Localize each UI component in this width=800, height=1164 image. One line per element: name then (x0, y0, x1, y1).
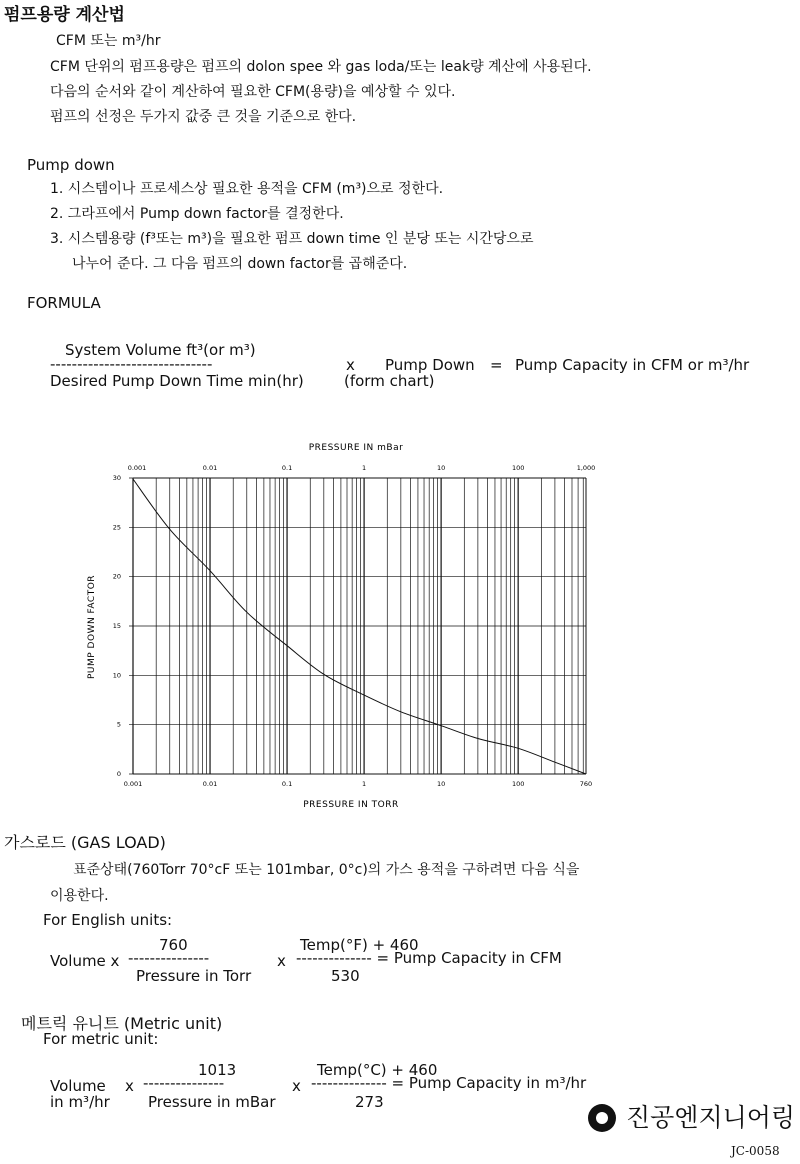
gas-load-heading: 가스로드 (GAS LOAD) (4, 833, 166, 852)
pump-down-heading: Pump down (27, 156, 115, 174)
english-num-1: 760 (159, 936, 188, 954)
metric-lhs-2: in m³/hr (50, 1093, 110, 1111)
chart-grid (129, 478, 586, 774)
pump-down-step-2: 2. 그라프에서 Pump down factor를 결정한다. (50, 206, 344, 222)
chart-y-tick-label: 0 (116, 770, 121, 778)
metric-heading: 메트릭 유니트 (Metric unit) (21, 1014, 223, 1033)
gas-load-desc-2: 이용한다. (50, 888, 109, 904)
intro-line-1: CFM 단위의 펌프용량은 펌프의 dolon spee 와 gas loda/또는 leak량 계산에 사용된다. (50, 59, 592, 75)
chart-x-tick-label: 100 (511, 780, 525, 788)
intro-line-3: 펌프의 선정은 두가지 값중 큰 것을 기준으로 한다. (50, 109, 357, 125)
metric-den-1: Pressure in mBar (148, 1093, 276, 1111)
chart-top-tick-label: 0.01 (202, 464, 218, 472)
chart-top-tick-label: 0.001 (127, 464, 147, 472)
chart-x-tick-label: 0.01 (202, 780, 218, 788)
gas-load-desc-1: 표준상태(760Torr 70°cF 또는 101mbar, 0°c)의 가스 용적을 구하려면 다음 식을 (73, 862, 580, 878)
pump-down-chart (0, 425, 800, 825)
metric-divider-1: --------------- (143, 1074, 225, 1092)
english-lhs: Volume x (50, 952, 120, 970)
chart-title: PRESSURE IN mBar (308, 443, 404, 453)
formula-times: x (346, 356, 355, 374)
chart-x-tick-label: 760 (579, 780, 593, 788)
chart-x-tick-label: 0.001 (123, 780, 143, 788)
page-title: 펌프용량 계산법 (4, 5, 125, 25)
formula-factor-note: (form chart) (344, 372, 435, 390)
chart-top-tick-label: 1,000 (576, 464, 596, 472)
formula-divider: ------------------------------ (50, 355, 213, 373)
formula-numerator: System Volume ft³(or m³) (65, 341, 256, 359)
metric-subheading: For metric unit: (43, 1030, 159, 1048)
english-times: x (277, 952, 286, 970)
english-den-2: 530 (331, 967, 360, 985)
chart-top-tick-label: 100 (511, 464, 525, 472)
english-divider-1: --------------- (128, 949, 210, 967)
chart-y-tick-label: 20 (112, 572, 121, 581)
chart-y-axis-label: PUMP DOWN FACTOR (87, 574, 97, 680)
chart-y-tick-label: 5 (116, 720, 121, 729)
pump-down-step-1: 1. 시스템이나 프로세스상 필요한 용적을 CFM (m³)으로 정한다. (50, 181, 444, 197)
formula-equals: = (490, 356, 503, 374)
chart-top-tick-label: 10 (436, 464, 446, 472)
english-divider-2-result: -------------- = Pump Capacity in CFM (296, 949, 562, 967)
chart-x-axis-label: PRESSURE IN TORR (303, 800, 399, 810)
chart-y-tick-label: 25 (112, 523, 121, 532)
chart-y-tick-label: 10 (112, 671, 121, 680)
company-logo-icon (588, 1104, 616, 1132)
metric-den-2: 273 (355, 1093, 384, 1111)
unit-line: CFM 또는 m³/hr (56, 33, 161, 49)
chart-x-tick-label: 10 (436, 780, 446, 788)
document-code: JC-0058 (731, 1144, 780, 1158)
metric-divider-2-result: -------------- = Pump Capacity in m³/hr (311, 1074, 587, 1092)
formula-denominator: Desired Pump Down Time min(hr) (50, 372, 304, 390)
metric-num-1: 1013 (198, 1061, 237, 1079)
english-num-2: Temp(°F) + 460 (300, 936, 419, 954)
chart-y-tick-label: 15 (112, 622, 121, 630)
chart-y-tick-label: 30 (112, 474, 121, 482)
metric-times-2: x (292, 1077, 301, 1095)
formula-factor: Pump Down (385, 356, 475, 374)
metric-times-1: x (125, 1077, 134, 1095)
metric-num-2: Temp(°C) + 460 (317, 1061, 438, 1079)
chart-x-tick-label: 0.1 (281, 780, 293, 788)
chart-top-tick-label: 0.1 (281, 464, 293, 472)
company-name: 진공엔지니어링 (626, 1103, 796, 1132)
pump-down-step-3-cont: 나누어 준다. 그 다음 펌프의 down factor를 곱해준다. (72, 256, 408, 272)
pump-down-step-3: 3. 시스템용량 (f³또는 m³)을 필요한 펌프 down time 인 분당 또는 시간당으로 (50, 231, 534, 247)
english-units-heading: For English units: (43, 911, 173, 929)
formula-result: Pump Capacity in CFM or m³/hr (515, 356, 750, 374)
metric-lhs-1: Volume (50, 1077, 106, 1095)
chart-x-tick-label: 1 (362, 780, 367, 788)
formula-heading: FORMULA (27, 294, 101, 312)
intro-line-2: 다음의 순서와 같이 계산하여 필요한 CFM(용량)을 예상할 수 있다. (50, 84, 456, 100)
chart-top-tick-label: 1 (362, 464, 367, 472)
english-den-1: Pressure in Torr (136, 967, 252, 985)
